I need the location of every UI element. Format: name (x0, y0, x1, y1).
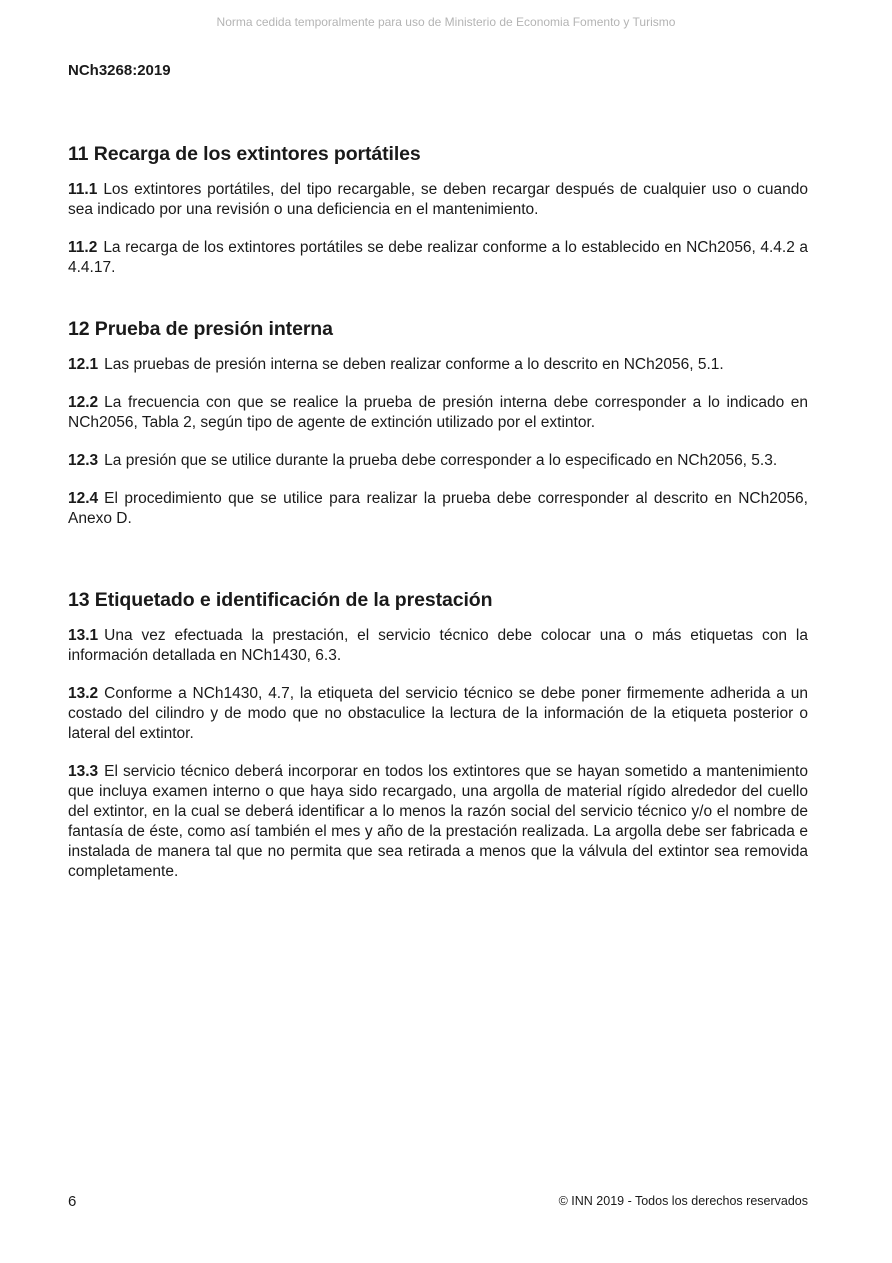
clause-paragraph (68, 180, 808, 220)
clause-number: 11.1 (68, 181, 98, 198)
clause-text: El servicio técnico deberá incorporar en todos los extintores que se hayan sometido a mantenimiento que incluya examen interno o que haya sido recargado, una argolla de material rígido alrededor del cuello del extintor, en la cual se deberá identificar a lo menos la razón social del servicio técnico y/o el nombre de fantasía de éste, como así también el mes y año de la prestación realizada. La argolla debe ser fabricada e instalada de manera tal que no permita que sea retirada a menos que la válvula del extintor sea removida completamente. (68, 763, 808, 880)
clause-number: 11.2 (68, 239, 98, 256)
clause-paragraph (68, 626, 808, 666)
clause-paragraph (68, 355, 808, 375)
clause-paragraph (68, 451, 808, 471)
clause-text: Una vez efectuada la prestación, el servicio técnico debe colocar una o más etiquetas con la información detallada en NCh1430, 6.3. (68, 627, 808, 664)
clause-paragraph (68, 489, 808, 529)
clause-paragraph (68, 393, 808, 433)
clause-paragraph (68, 684, 808, 744)
clause-paragraph (68, 238, 808, 278)
section-heading: 13 Etiquetado e identificación de la prestación (68, 589, 493, 611)
clause-number: 12.2 (68, 394, 99, 411)
clause-text: La frecuencia con que se realice la prueba de presión interna debe corresponder a lo indicado en NCh2056, Tabla 2, según tipo de agente de extinción utilizado por el extintor. (68, 394, 808, 431)
clause-number: 12.4 (68, 490, 99, 507)
clause-text: Las pruebas de presión interna se deben realizar conforme a lo descrito en NCh2056, 5.1. (104, 356, 724, 373)
clause-paragraph (68, 762, 808, 882)
clause-number: 13.3 (68, 763, 99, 780)
section-heading: 11 Recarga de los extintores portátiles (68, 143, 421, 165)
section-13 (68, 588, 808, 900)
clause-number: 13.2 (68, 685, 99, 702)
clause-text: El procedimiento que se utilice para realizar la prueba debe corresponder al descrito en NCh2056, Anexo D. (68, 490, 808, 527)
clause-text: La recarga de los extintores portátiles se debe realizar conforme a lo establecido en NCh2056, 4.4.2 a 4.4.17. (68, 239, 808, 276)
clause-number: 12.1 (68, 356, 99, 373)
page-number: 6 (68, 1193, 77, 1210)
section-12 (68, 317, 808, 547)
clause-text: La presión que se utilice durante la prueba debe corresponder a lo especificado en NCh2056, 5.3. (104, 452, 778, 469)
section-heading: 12 Prueba de presión interna (68, 318, 333, 340)
clause-number: 12.3 (68, 452, 99, 469)
section-11 (68, 142, 808, 296)
clause-text: Los extintores portátiles, del tipo recargable, se deben recargar después de cualquier uso o cuando sea indicado por una revisión o una deficiencia en el mantenimiento. (68, 181, 808, 218)
copyright-notice: © INN 2019 - Todos los derechos reservados (558, 1194, 808, 1208)
clause-number: 13.1 (68, 627, 99, 644)
watermark-text: Norma cedida temporalmente para uso de Ministerio de Economia Fomento y Turismo (216, 15, 676, 29)
document-id: NCh3268:2019 (68, 62, 171, 79)
clause-text: Conforme a NCh1430, 4.7, la etiqueta del servicio técnico se debe poner firmemente adherida a un costado del cilindro y de modo que no obstaculice la lectura de la información de la etiqueta posterior o lateral del extintor. (68, 685, 808, 742)
